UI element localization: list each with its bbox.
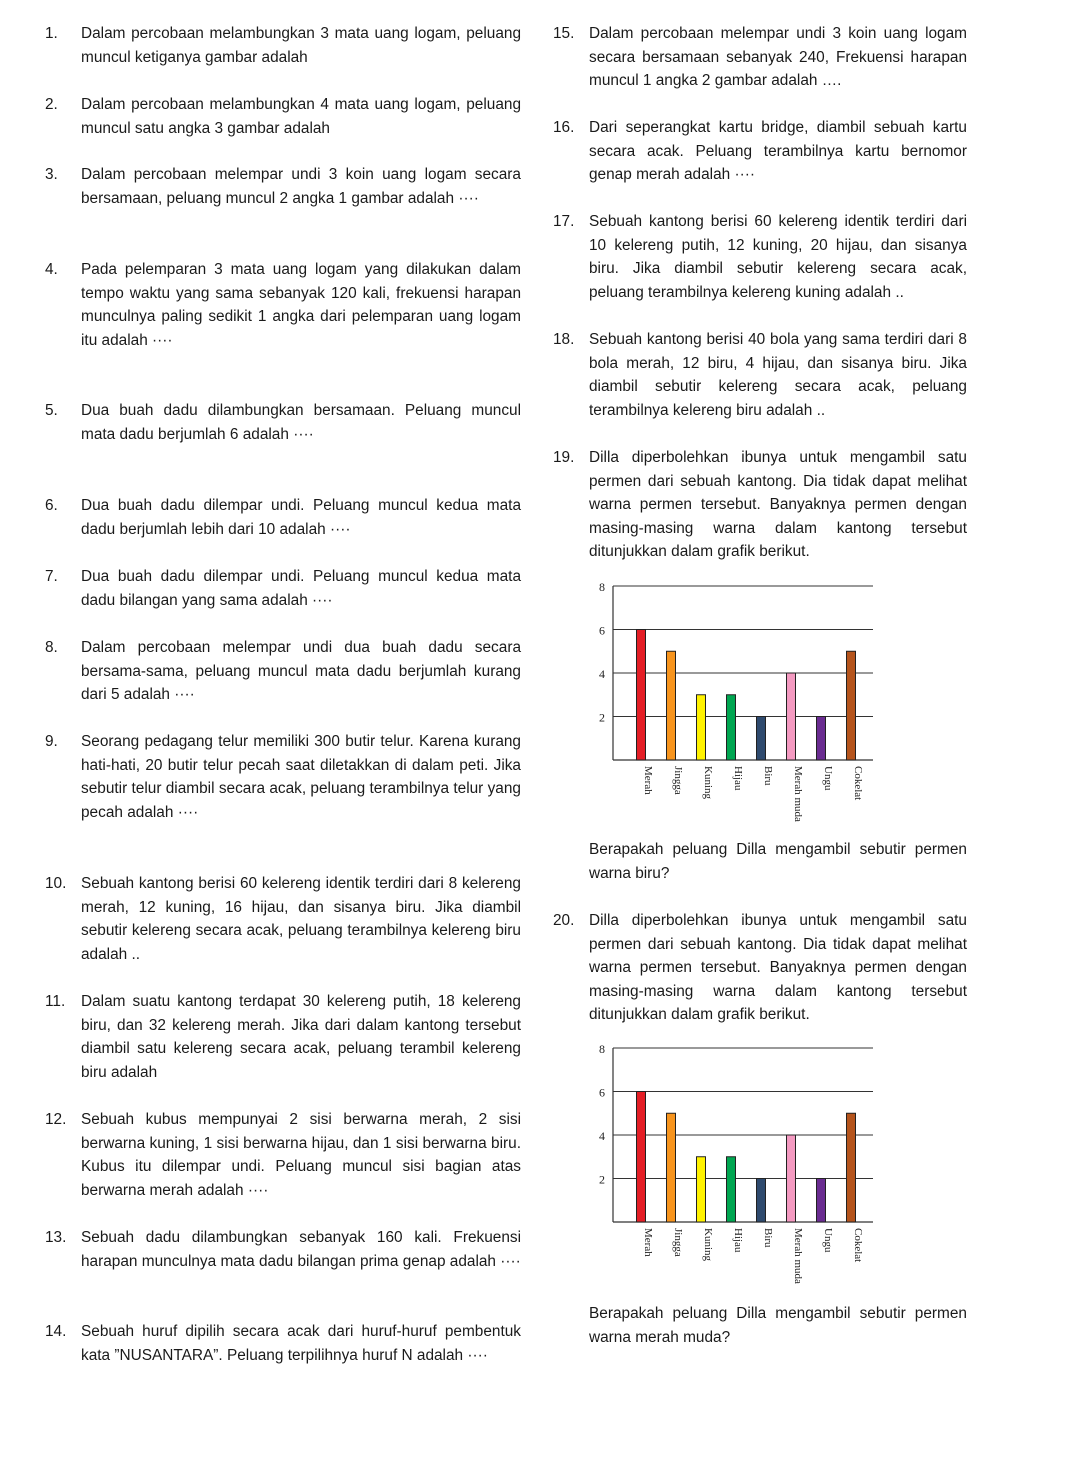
x-tick-label: Jingga [672,766,684,795]
question-text: Sebuah kantong berisi 40 bola yang sama terdiri dari 8 bola merah, 12 biru, 4 hijau, dan sisanya biru. Jika diambil sebutir kelereng secara acak, peluang terambilnya kelereng biru adalah .. [589,331,967,419]
bar-biru [757,717,766,761]
bar-ungu [817,717,826,761]
bar-cokelat [847,651,856,760]
question-number: 5. [45,402,58,419]
y-tick-label: 2 [599,710,605,725]
bar-merah-muda [787,673,796,760]
bar-cokelat [847,1113,856,1222]
bar-hijau [727,1157,736,1222]
candy-bar-chart-2 [585,1040,885,1295]
y-tick-label: 4 [599,1129,605,1143]
y-tick-label: 6 [599,623,605,638]
question-20-prompt [589,1302,967,1349]
bar-chart-svg [585,1040,885,1295]
question-text: Sebuah kubus mempunyai 2 sisi berwarna merah, 2 sisi berwarna kuning, 1 sisi berwarna hijau, dan 1 sisi berwarna biru. Kubus itu dilempar undi. Peluang muncul sisi bagian atas berwarna merah adalah ···· [81,1111,521,1199]
question-number: 14. [45,1323,67,1340]
bar-ungu [817,1179,826,1223]
x-tick-label: Biru [762,766,774,786]
question-number: 7. [45,568,58,585]
question-text: Sebuah kantong berisi 60 kelereng identik terdiri dari 10 kelereng putih, 12 kuning, 20 hijau, dan sisanya biru. Jika diambil sebutir kelereng secara acak, peluang terambilnya kelereng kuning adalah .. [589,213,967,301]
y-tick-label: 6 [599,1085,605,1100]
question-19-prompt [589,838,967,885]
question-8 [45,636,521,707]
bar-merah [637,630,646,761]
question-text: Berapakah peluang Dilla mengambil sebutir permen warna merah muda? [589,1305,967,1346]
question-text: Dua buah dadu dilempar undi. Peluang muncul kedua mata dadu berjumlah lebih dari 10 adalah ···· [81,497,521,538]
candy-bar-chart-1 [585,578,885,833]
question-text: Pada pelemparan 3 mata uang logam yang dilakukan dalam tempo waktu yang sama sebanyak 120 kali, frekuensi harapan munculnya paling sedikit 1 angka dari pelemparan uang logam itu adalah ···· [81,261,521,349]
x-tick-label: Hijau [732,1228,744,1253]
question-text: Dalam percobaan melempar undi dua buah dadu secara bersama-sama, peluang muncul mata dadu berjumlah kurang dari 5 adalah ···· [81,639,521,704]
question-18 [553,328,967,422]
bar-kuning [697,695,706,760]
question-5 [45,399,521,446]
bar-chart-svg [585,578,885,833]
question-text: Dalam percobaan melempar undi 3 koin uang logam secara bersamaan, peluang muncul 2 angka 1 gambar adalah ···· [81,166,521,207]
question-6 [45,494,521,541]
question-16 [553,116,967,187]
x-tick-label: Hijau [732,766,744,791]
y-tick-label: 8 [599,1042,605,1056]
question-text: Sebuah kantong berisi 60 kelereng identik terdiri dari 8 kelereng merah, 12 kuning, 16 hijau, dan sisanya biru. Jika diambil sebutir kelereng secara acak, peluang terambilnya kelereng biru adalah .. [81,875,521,963]
question-number: 10. [45,875,67,892]
x-tick-label: Biru [762,1228,774,1248]
question-9 [45,730,521,824]
x-tick-label: Merah [642,1228,654,1257]
question-number: 1. [45,25,58,42]
question-text: Dalam suatu kantong terdapat 30 kelereng putih, 18 kelereng biru, dan 32 kelereng merah. Jika dari dalam kantong tersebut diambil satu kelereng secara acak, peluang terambil kelereng biru adalah [81,993,521,1081]
question-number: 17. [553,213,575,230]
question-1 [45,22,521,69]
question-17 [553,210,967,304]
question-number: 9. [45,733,58,750]
x-tick-label: Merah muda [792,1228,804,1284]
question-text: Dalam percobaan melambungkan 3 mata uang logam, peluang muncul ketiganya gambar adalah [81,25,521,66]
question-text: Dari seperangkat kartu bridge, diambil sebuah kartu secara acak. Peluang terambilnya kartu bernomor genap merah adalah ···· [589,119,967,184]
x-tick-label: Cokelat [852,1228,864,1263]
question-11 [45,990,521,1084]
y-tick-label: 2 [599,1172,605,1187]
x-tick-label: Cokelat [852,766,864,801]
question-number: 19. [553,449,575,466]
question-text: Dilla diperbolehkan ibunya untuk mengambil satu permen dari sebuah kantong. Dia tidak dapat melihat warna permen tersebut. Banyaknya permen dengan masing-masing warna dalam kantong tersebut ditunjukkan dalam grafik berikut. [589,912,967,1024]
question-text: Berapakah peluang Dilla mengambil sebutir permen warna biru? [589,841,967,882]
bar-merah [637,1092,646,1223]
question-text: Dalam percobaan melambungkan 4 mata uang logam, peluang muncul satu angka 3 gambar adalah [81,96,521,137]
question-number: 4. [45,261,58,278]
x-tick-label: Jingga [672,1228,684,1257]
x-tick-label: Kuning [702,1228,714,1261]
question-text: Dilla diperbolehkan ibunya untuk mengambil satu permen dari sebuah kantong. Dia tidak dapat melihat warna permen tersebut. Banyaknya permen dengan masing-masing warna dalam kantong tersebut ditunjukkan dalam grafik berikut. [589,449,967,561]
y-tick-label: 4 [599,667,605,681]
question-number: 11. [45,993,66,1010]
question-number: 16. [553,119,575,136]
question-number: 15. [553,25,575,42]
bar-merah-muda [787,1135,796,1222]
question-13 [45,1226,521,1273]
x-tick-label: Kuning [702,766,714,799]
question-number: 8. [45,639,58,656]
question-15 [553,22,967,93]
question-14 [45,1320,521,1367]
bar-hijau [727,695,736,760]
question-7 [45,565,521,612]
x-tick-label: Merah muda [792,766,804,822]
bar-jingga [667,1113,676,1222]
question-text: Dua buah dadu dilambungkan bersamaan. Peluang muncul mata dadu berjumlah 6 adalah ···· [81,402,521,443]
question-text: Sebuah dadu dilambungkan sebanyak 160 kali. Frekuensi harapan munculnya mata dadu bilangan prima genap adalah ···· [81,1229,521,1270]
x-tick-label: Ungu [822,1228,834,1253]
question-number: 20. [553,912,575,929]
question-text: Dua buah dadu dilempar undi. Peluang muncul kedua mata dadu bilangan yang sama adalah ···· [81,568,521,609]
question-20 [553,909,967,1027]
question-19 [553,446,967,564]
bar-kuning [697,1157,706,1222]
question-number: 3. [45,166,58,183]
bar-jingga [667,651,676,760]
question-text: Sebuah huruf dipilih secara acak dari huruf-huruf pembentuk kata ”NUSANTARA”. Peluang terpilihnya huruf N adalah ···· [81,1323,521,1364]
question-number: 13. [45,1229,67,1246]
question-text: Dalam percobaan melempar undi 3 koin uang logam secara bersamaan sebanyak 240, Frekuensi harapan muncul 1 angka 2 gambar adalah …. [589,25,967,90]
question-number: 6. [45,497,58,514]
bar-biru [757,1179,766,1223]
question-number: 2. [45,96,58,113]
question-text: Seorang pedagang telur memiliki 300 butir telur. Karena kurang hati-hati, 20 butir telur pecah saat diletakkan di dalam peti. Jika sebutir telur diambil secara acak, peluang terambilnya telur yang pecah adalah ···· [81,733,521,821]
question-12 [45,1108,521,1202]
question-number: 18. [553,331,575,348]
y-tick-label: 8 [599,580,605,594]
x-tick-label: Ungu [822,766,834,791]
question-4 [45,258,521,352]
question-number: 12. [45,1111,67,1128]
question-2 [45,93,521,140]
question-3 [45,163,521,210]
x-tick-label: Merah [642,766,654,795]
question-10 [45,872,521,966]
